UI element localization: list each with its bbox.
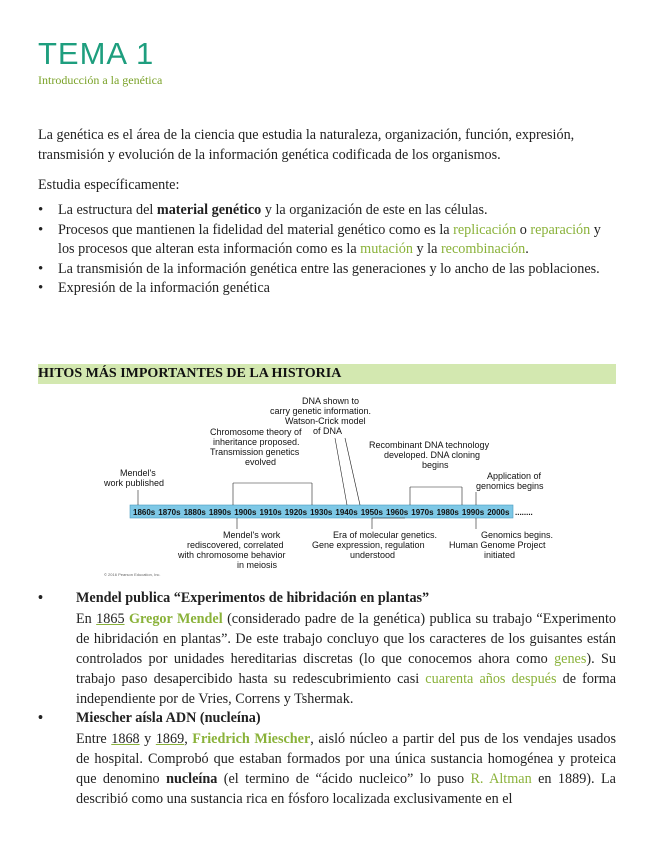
r-altman-name: R. Altman bbox=[470, 771, 532, 787]
timeline-ellipsis: ........ bbox=[515, 508, 533, 517]
svg-text:genomics begins: genomics begins bbox=[476, 481, 544, 491]
timeline-decade-label: 1910s bbox=[259, 508, 282, 517]
svg-text:Transmission genetics: Transmission genetics bbox=[210, 447, 300, 457]
year-1865: 1865 bbox=[96, 611, 125, 627]
svg-text:rediscovered, correlated: rediscovered, correlated bbox=[187, 540, 284, 550]
list-item: • La estructura del material genético y la organización de este en las células. bbox=[38, 201, 618, 221]
intro-paragraph: La genética es el área de la ciencia que estudia la naturaleza, organización, función, expresión, transmisión y evolución de la información genética codificada de los organismos. bbox=[38, 127, 575, 163]
gregor-mendel-name: Gregor Mendel bbox=[128, 611, 223, 627]
nucleina-term: nucleína bbox=[166, 771, 218, 787]
timeline-decade-label: 1870s bbox=[158, 508, 181, 517]
svg-text:Human Genome Project: Human Genome Project bbox=[449, 540, 546, 550]
replicacion-term: replicación bbox=[453, 221, 517, 238]
entry-mendel-body: En 1865 Gregor Mendel (considerado padre de la genética) publica su trabajo “Experimento de hibridación en plantas”. De este trabajo concluyo que los caracteres de los guisantes están controlados por unidades hereditarias discretas (lo que conocemos ahora como genes). Su trabajo paso desapercibido hasta su redescubrimiento casi cuarenta años después de forma independiente por de Vries, Correns y Tshermak. bbox=[76, 611, 617, 707]
timeline-decade-label: 1990s bbox=[461, 508, 485, 517]
svg-text:work published: work published bbox=[104, 478, 165, 488]
entry-mendel-heading: • Mendel publica “Experimentos de hibridación en plantas” bbox=[38, 590, 430, 606]
svg-text:in meiosis: in meiosis bbox=[237, 560, 278, 570]
svg-text:with chromosome behavior: with chromosome behavior bbox=[178, 550, 286, 560]
timeline-decade-label: 1890s bbox=[208, 508, 232, 517]
svg-text:inheritance proposed.: inheritance proposed. bbox=[213, 437, 300, 447]
label-mendel-rediscovered bbox=[177, 518, 286, 570]
mutacion-term: mutación bbox=[360, 241, 413, 257]
timeline-decade-label: 2000s bbox=[487, 508, 510, 517]
page-title: TEMA 1 bbox=[38, 36, 155, 71]
year-1868: 1868 bbox=[111, 731, 140, 747]
label-recombinant-dna bbox=[369, 440, 490, 505]
entry-miescher-body: Entre 1868 y 1869, Friedrich Miescher, aisló núcleo a partir del pus de los vendajes usados de hospital. Comprobó que estaban formados por una única sustancia homogénea y proteica que denomino nucleína (el termino de “ácido nucleico” lo puso R. Altman en 1889). La describió como una sustancia rica en fósforo localizada exclusivamente en el bbox=[76, 731, 617, 807]
svg-text:Application of: Application of bbox=[487, 471, 542, 481]
svg-text:Chromosome theory of: Chromosome theory of bbox=[210, 427, 302, 437]
timeline-copyright: © 2016 Pearson Education, Inc. bbox=[104, 572, 161, 577]
timeline-decade-label: 1900s bbox=[234, 508, 257, 517]
timeline-decade-label: 1940s bbox=[335, 508, 358, 517]
svg-text:DNA shown to: DNA shown to bbox=[302, 396, 360, 406]
material-genetico-term: material genético bbox=[156, 202, 262, 218]
timeline-decade-label: 1860s bbox=[133, 508, 156, 517]
label-chromosome-theory bbox=[210, 427, 312, 505]
svg-text:Era of molecular genetics.: Era of molecular genetics. bbox=[333, 530, 438, 540]
year-1869: 1869 bbox=[155, 731, 185, 747]
timeline-svg bbox=[0, 390, 655, 586]
svg-text:of DNA: of DNA bbox=[313, 426, 343, 436]
genes-term: genes bbox=[554, 651, 587, 667]
cuarenta-anos-term: cuarenta años después bbox=[425, 671, 557, 687]
svg-text:begins: begins bbox=[422, 460, 449, 470]
entry-miescher-heading: • Miescher aísla ADN (nucleína) bbox=[38, 710, 261, 726]
timeline-decade-label: 1970s bbox=[411, 508, 434, 517]
label-molecular-genetics bbox=[312, 518, 437, 560]
svg-text:evolved: evolved bbox=[245, 457, 277, 467]
svg-text:carry genetic information.: carry genetic information. bbox=[270, 406, 372, 416]
label-genomics-begins bbox=[449, 518, 553, 560]
svg-text:Mendel's: Mendel's bbox=[120, 468, 156, 478]
friedrich-miescher-name: Friedrich Miescher bbox=[192, 731, 311, 747]
timeline-decade-label: 1920s bbox=[284, 508, 308, 517]
list-item: • Procesos que mantienen la fidelidad del material genético como es la replicación o reparación y los procesos que alteran esta información como es la mutación y la recombinación. bbox=[38, 221, 618, 260]
svg-text:Gene expression, regulation: Gene expression, regulation bbox=[312, 540, 425, 550]
history-timeline-figure bbox=[0, 390, 655, 586]
timeline-decade-label: 1950s bbox=[360, 508, 383, 517]
section-title: HITOS MÁS IMPORTANTES DE LA HISTORIA bbox=[38, 366, 342, 381]
svg-text:initiated: initiated bbox=[484, 550, 516, 560]
list-item: • La transmisión de la información genética entre las generaciones y lo ancho de las poblaciones. bbox=[38, 260, 618, 280]
svg-text:developed. DNA cloning: developed. DNA cloning bbox=[384, 450, 481, 460]
svg-text:Watson-Crick model: Watson-Crick model bbox=[285, 416, 366, 426]
label-mendel bbox=[103, 468, 164, 505]
intro-lead: Estudia específicamente: bbox=[38, 177, 180, 193]
recombinacion-term: recombinación bbox=[440, 241, 526, 257]
list-item: • Expresión de la información genética bbox=[38, 279, 618, 299]
timeline-decade-label: 1880s bbox=[183, 508, 206, 517]
svg-text:Recombinant DNA technology: Recombinant DNA technology bbox=[369, 440, 490, 450]
timeline-decade-label: 1930s bbox=[310, 508, 333, 517]
label-application-genomics bbox=[476, 471, 544, 505]
timeline-decade-label: 1980s bbox=[436, 508, 459, 517]
timeline-decade-label: 1960s bbox=[386, 508, 409, 517]
svg-text:understood: understood bbox=[350, 550, 396, 560]
page-subtitle: Introducción a la genética bbox=[38, 73, 163, 87]
svg-text:Mendel's work: Mendel's work bbox=[223, 530, 281, 540]
reparacion-term: reparación bbox=[530, 221, 591, 238]
topics-list bbox=[38, 201, 618, 299]
svg-text:Genomics begins.: Genomics begins. bbox=[481, 530, 554, 540]
